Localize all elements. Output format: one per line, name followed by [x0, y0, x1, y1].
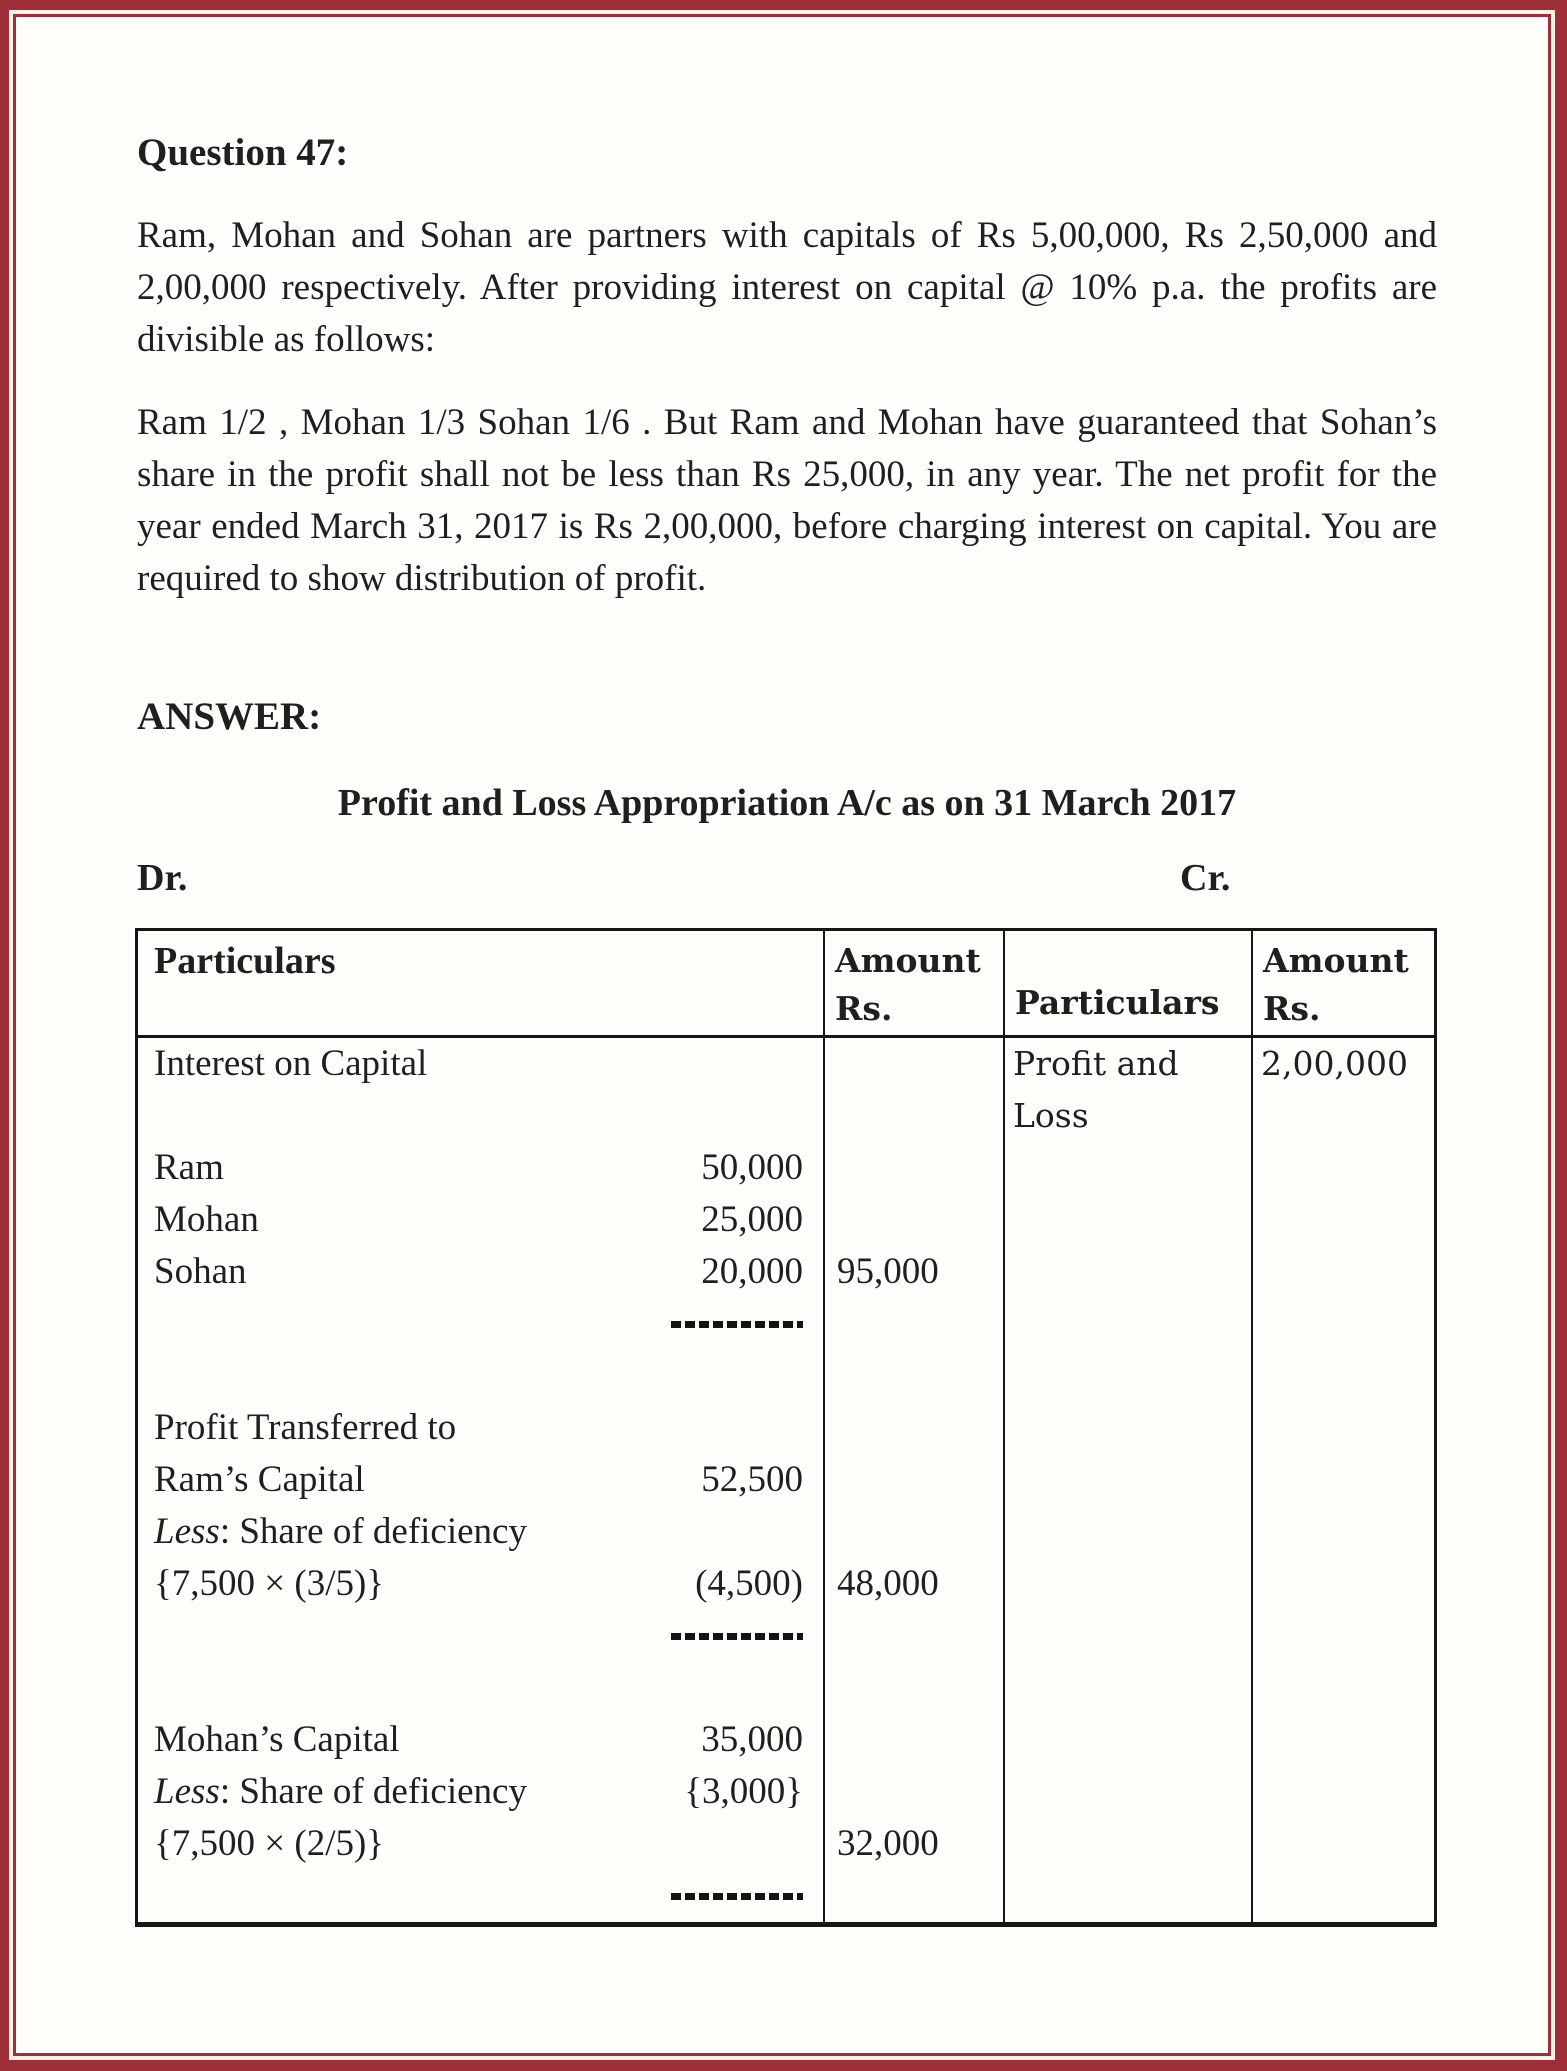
amount-cell-blank: [825, 1662, 1003, 1714]
row-label: {7,500 × (2/5)}: [154, 1823, 385, 1864]
debit-particulars-header: Particulars: [154, 940, 336, 982]
debit-amount-header: Amount Rs.: [823, 931, 1003, 1035]
debit-particulars-column: [138, 1038, 823, 1922]
table-row: [138, 1194, 823, 1246]
question-heading: Question 47:: [137, 131, 349, 174]
cr-label: Cr.: [1180, 857, 1231, 899]
amount-cell-blank: [825, 1402, 1003, 1454]
credit-particulars-header: Particulars: [1003, 931, 1251, 1035]
question-paragraph-2: Ram 1/2 , Mohan 1/3 Sohan 1/6 . But Ram and Mohan have guaranteed that Sohan’s share in the profit shall not be less than Rs 25,000, in any year. The net profit for the year ended March 31, 2017 is Rs 2,00,000, before charging interest on capital. You are required to show distribution of profit.: [137, 402, 1437, 599]
row-label: Ram’s Capital: [154, 1459, 365, 1500]
account-title: Profit and Loss Appropriation A/c as on 31 March 2017: [337, 782, 1237, 824]
credit-amount-cell: 2,00,000: [1261, 1044, 1408, 1083]
table-row: [138, 1506, 823, 1558]
answer-heading: ANSWER:: [137, 695, 322, 738]
amount-cell-blank: [825, 1090, 1003, 1142]
amount-cell-blank: [825, 1766, 1003, 1818]
row-label: Profit Transferred to: [154, 1407, 457, 1448]
row-label: Mohan: [154, 1199, 259, 1240]
dr-cr-row: [137, 856, 1437, 900]
dashed-separator: [671, 1633, 803, 1640]
row-value: 20,000: [701, 1251, 803, 1292]
credit-row-label: Loss: [1013, 1096, 1089, 1135]
table-row: [138, 1142, 823, 1194]
credit-row-label: Profit and: [1013, 1044, 1179, 1083]
amount-cell-blank: [825, 1454, 1003, 1506]
amount-cell: 48,000: [837, 1563, 939, 1604]
amount-cell-blank: [825, 1506, 1003, 1558]
row-value: {3,000}: [684, 1771, 803, 1812]
table-row: [138, 1558, 823, 1610]
table-row: [138, 1038, 823, 1090]
table-row: [138, 1402, 823, 1454]
row-label: : Share of deficiency: [219, 1771, 527, 1812]
credit-amount-header: Amount Rs.: [1251, 931, 1434, 1035]
table-row: [138, 1246, 823, 1298]
amount-cell-blank: [825, 1194, 1003, 1246]
credit-amount-column: [1251, 1038, 1434, 1922]
amount-cell-blank: [825, 1350, 1003, 1402]
amount-cell: 95,000: [837, 1251, 939, 1292]
dashed-separator: [671, 1321, 803, 1328]
row-label: : Share of deficiency: [219, 1511, 527, 1552]
row-label: Interest on Capital: [154, 1043, 428, 1084]
row-value: 25,000: [701, 1199, 803, 1240]
table-row: [138, 1766, 823, 1818]
row-value: 35,000: [701, 1719, 803, 1760]
row-lead-italic: Less: [154, 1771, 220, 1812]
appropriation-account-table: [135, 928, 1437, 1927]
table-row-separator: [138, 1298, 823, 1350]
row-value: 52,500: [701, 1459, 803, 1500]
amount-cell-blank: [825, 1610, 1003, 1662]
dr-label: Dr.: [137, 857, 188, 899]
table-body: [138, 1038, 1434, 1922]
table-row-blank: [138, 1662, 823, 1714]
table-row: [138, 1714, 823, 1766]
amount-cell-blank: [825, 1298, 1003, 1350]
table-row-blank: [138, 1090, 823, 1142]
table-header-row: [138, 931, 1434, 1038]
table-row-blank: [138, 1350, 823, 1402]
table-row: [138, 1454, 823, 1506]
dashed-separator: [671, 1893, 803, 1900]
amount-cell: 32,000: [837, 1823, 939, 1864]
row-label: Sohan: [154, 1251, 247, 1292]
amount-cell-blank: [825, 1714, 1003, 1766]
table-row-separator: [138, 1870, 823, 1922]
row-value: 50,000: [701, 1147, 803, 1188]
amount-cell-blank: [825, 1038, 1003, 1090]
row-label: Mohan’s Capital: [154, 1719, 400, 1760]
row-label: {7,500 × (3/5)}: [154, 1563, 385, 1604]
row-label: Ram: [154, 1147, 224, 1188]
row-lead-italic: Less: [154, 1511, 220, 1552]
row-value: (4,500): [695, 1563, 803, 1604]
table-row: [138, 1818, 823, 1870]
debit-amount-column: [823, 1038, 1003, 1922]
amount-cell-blank: [825, 1142, 1003, 1194]
credit-particulars-column: [1003, 1038, 1251, 1922]
question-paragraph-1: Ram, Mohan and Sohan are partners with capitals of Rs 5,00,000, Rs 2,50,000 and 2,00,000 respectively. After providing interest on capital @ 10% p.a. the profits are divisible as follows:: [137, 215, 1437, 360]
table-row-separator: [138, 1610, 823, 1662]
